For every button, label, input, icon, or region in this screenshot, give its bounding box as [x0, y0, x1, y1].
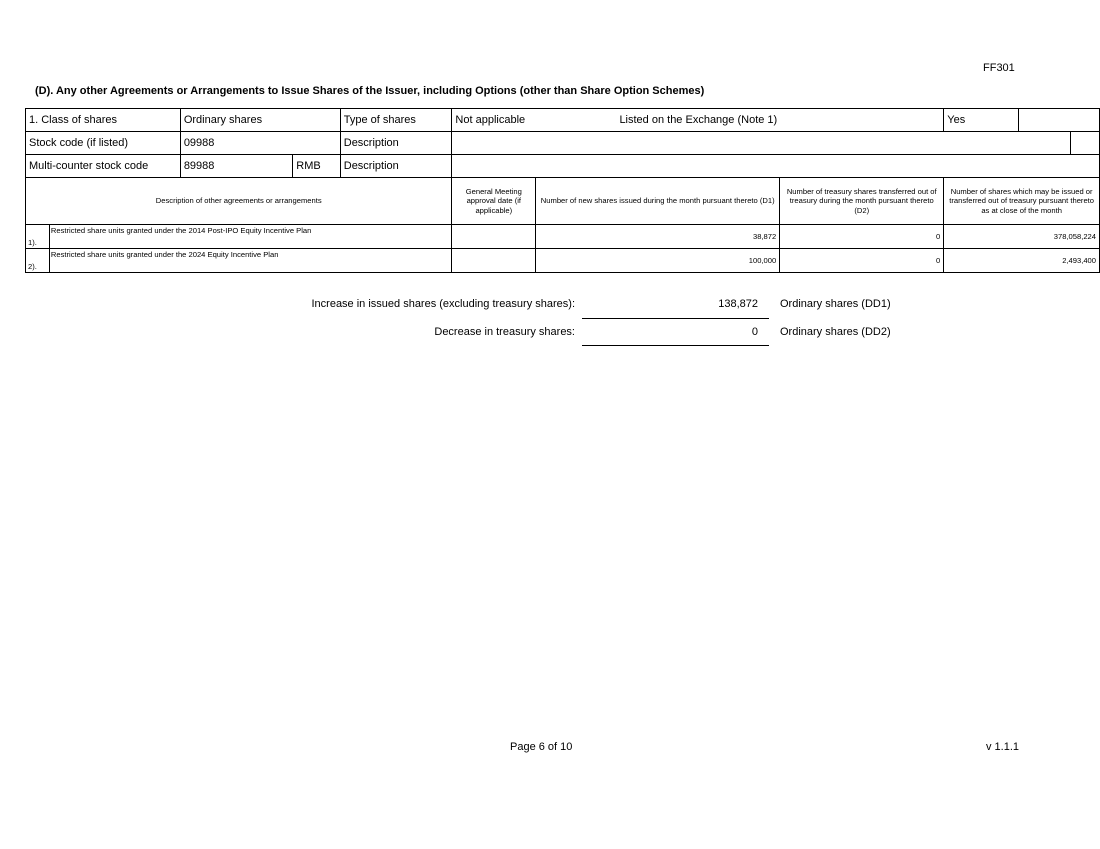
header-description: Description of other agreements or arrangements — [26, 178, 452, 225]
multi-counter-label: Multi-counter stock code — [26, 155, 181, 178]
row-d2: 0 — [780, 249, 944, 273]
row-d2: 0 — [780, 225, 944, 249]
header-d2: Number of treasury shares transferred out of treasury during the month pursuant thereto (D2) — [780, 178, 944, 225]
row-description: Restricted share units granted under the 2014 Post-IPO Equity Incentive Plan — [49, 225, 452, 249]
form-code: FF301 — [983, 62, 1015, 74]
table-header-row — [26, 178, 1100, 225]
decrease-value: 0 — [751, 326, 758, 338]
table-row — [26, 249, 1100, 273]
header-d1: Number of new shares issued during the month pursuant thereto (D1) — [536, 178, 780, 225]
share-agreements-table — [25, 108, 1100, 273]
description-label-2: Description — [340, 155, 452, 178]
stock-code-row — [26, 132, 1100, 155]
increase-unit: Ordinary shares (DD1) — [780, 298, 891, 310]
class-row — [26, 109, 1100, 132]
row-approval-date — [452, 249, 536, 273]
row-description: Restricted share units granted under the 2024 Equity Incentive Plan — [49, 249, 452, 273]
page-number: Page 6 of 10 — [510, 741, 573, 753]
type-value: Not applicable — [452, 109, 617, 132]
row-d1: 100,000 — [536, 249, 780, 273]
description-blank — [1070, 132, 1099, 155]
currency: RMB — [293, 155, 340, 178]
row-d1: 38,872 — [536, 225, 780, 249]
row-remaining: 378,058,224 — [944, 225, 1100, 249]
multi-counter-row — [26, 155, 1100, 178]
stock-code-value: 09988 — [180, 132, 340, 155]
section-title: (D). Any other Agreements or Arrangements to Issue Shares of the Issuer, including Options (other than Share Option Schemes) — [35, 85, 705, 97]
header-approval-date: General Meeting approval date (if applicable) — [452, 178, 536, 225]
listed-label: Listed on the Exchange (Note 1) — [616, 109, 943, 132]
table-row — [26, 225, 1100, 249]
decrease-label: Decrease in treasury shares: — [434, 326, 575, 338]
stock-code-label: Stock code (if listed) — [26, 132, 181, 155]
increase-value: 138,872 — [718, 298, 758, 310]
listed-blank — [1018, 109, 1099, 132]
listed-value: Yes — [944, 109, 1018, 132]
header-remaining: Number of shares which may be issued or transferred out of treasury pursuant thereto as at close of the month — [944, 178, 1100, 225]
description-value — [452, 132, 1070, 155]
description-label: Description — [340, 132, 452, 155]
increase-underline — [582, 318, 769, 319]
row-remaining: 2,493,400 — [944, 249, 1100, 273]
decrease-underline — [582, 345, 769, 346]
increase-label: Increase in issued shares (excluding treasury shares): — [311, 298, 575, 310]
row-index: 1). — [26, 225, 50, 249]
multi-counter-value: 89988 — [180, 155, 292, 178]
decrease-unit: Ordinary shares (DD2) — [780, 326, 891, 338]
row-index: 2). — [26, 249, 50, 273]
description-value-2 — [452, 155, 1100, 178]
class-label: 1. Class of shares — [26, 109, 181, 132]
version-label: v 1.1.1 — [986, 741, 1020, 753]
row-approval-date — [452, 225, 536, 249]
class-value: Ordinary shares — [180, 109, 340, 132]
type-label: Type of shares — [340, 109, 452, 132]
